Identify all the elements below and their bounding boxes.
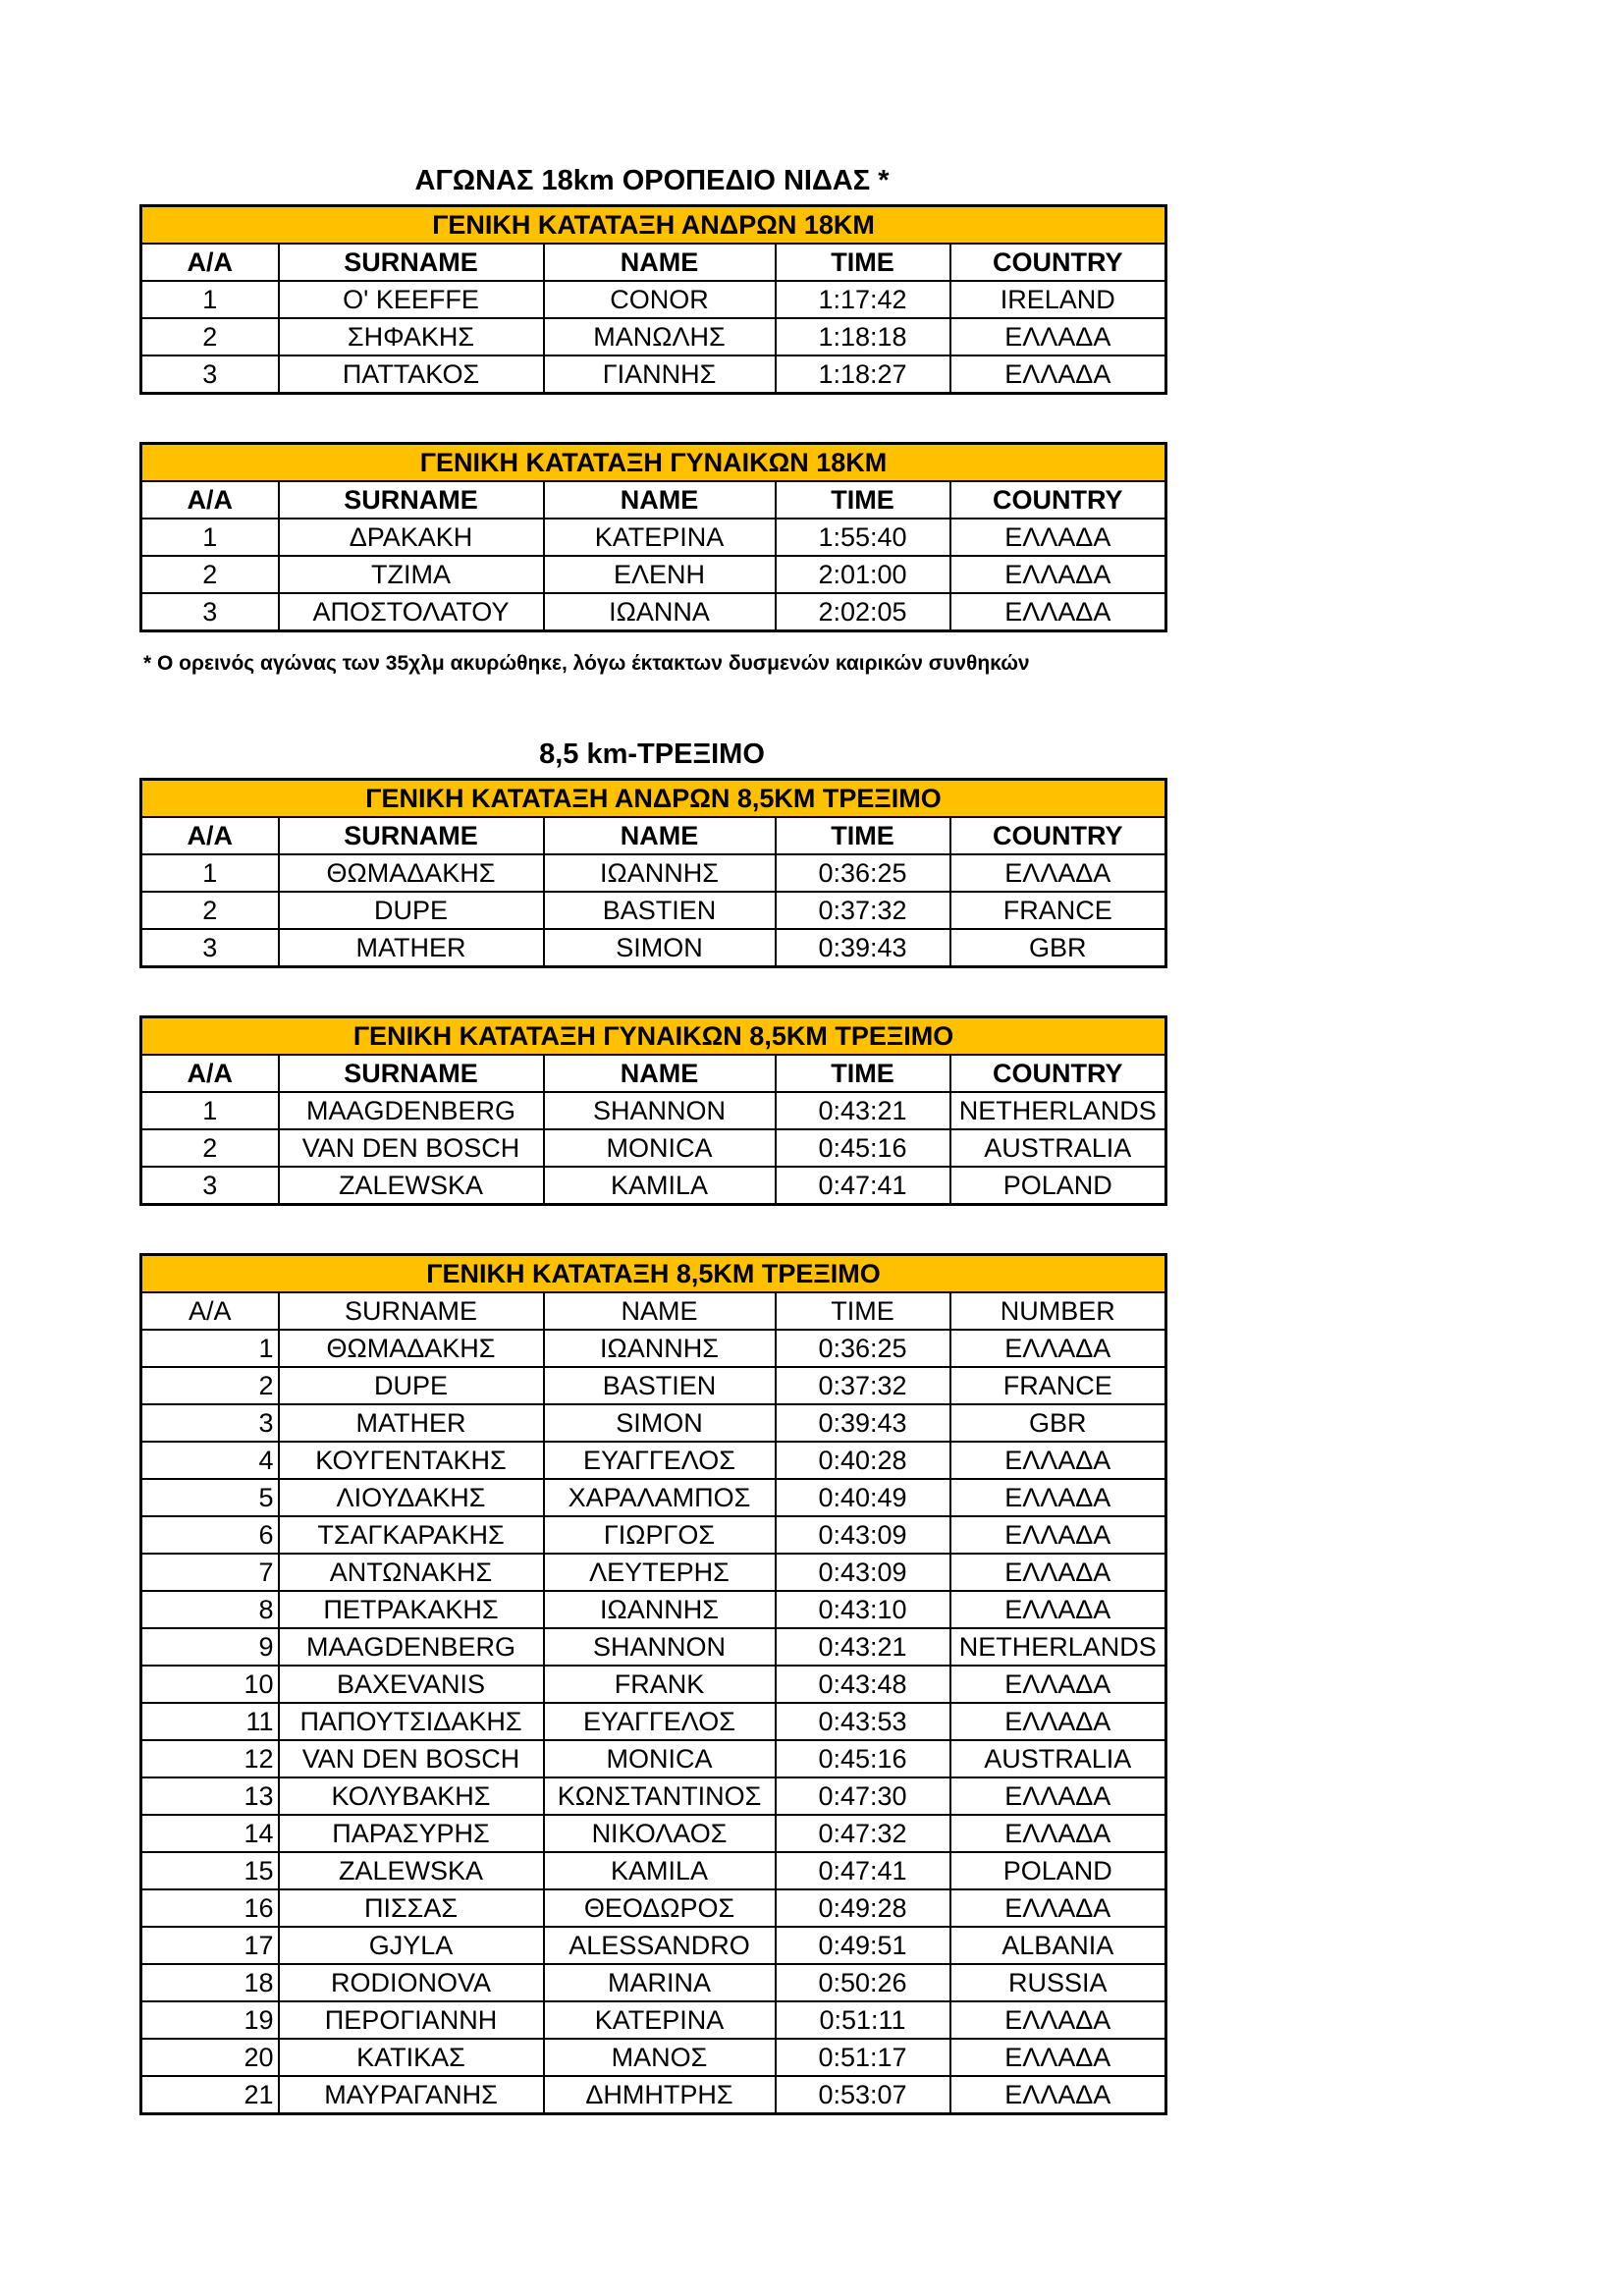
- surname-cell: ΜΑΥΡΑΓΑΝΗΣ: [279, 2076, 544, 2114]
- time-cell: 0:36:25: [776, 1330, 950, 1367]
- table-row: [141, 1889, 1166, 1927]
- time-cell: 2:02:05: [776, 593, 950, 631]
- rank-cell: 3: [141, 1167, 279, 1205]
- table-row: [141, 355, 1166, 394]
- column-header: TIME: [776, 1055, 950, 1092]
- surname-cell: MATHER: [279, 1404, 544, 1442]
- surname-cell: ΔΡΑΚΑΚΗ: [279, 519, 544, 556]
- column-header: NAME: [544, 244, 776, 281]
- country-cell: ΕΛΛΑΔΑ: [950, 2039, 1166, 2076]
- name-cell: ΙΩΑΝΝΗΣ: [544, 1591, 776, 1628]
- name-cell: ΜΑΝΟΣ: [544, 2039, 776, 2076]
- rank-cell: 15: [141, 1852, 279, 1889]
- rank-cell: 19: [141, 2001, 279, 2039]
- table-row: [141, 2039, 1166, 2076]
- name-cell: MARINA: [544, 1964, 776, 2001]
- table-title-row: [141, 206, 1166, 245]
- rank-cell: 3: [141, 593, 279, 631]
- rank-cell: 5: [141, 1479, 279, 1516]
- rank-cell: 11: [141, 1703, 279, 1740]
- name-cell: MONICA: [544, 1129, 776, 1167]
- table-row: [141, 929, 1166, 967]
- name-cell: SIMON: [544, 929, 776, 967]
- time-cell: 0:39:43: [776, 1404, 950, 1442]
- surname-cell: MAAGDENBERG: [279, 1628, 544, 1666]
- table-header-row: [141, 481, 1166, 519]
- rank-cell: 4: [141, 1442, 279, 1479]
- country-cell: ΕΛΛΑΔΑ: [950, 1479, 1166, 1516]
- time-cell: 0:37:32: [776, 892, 950, 929]
- country-cell: ΕΛΛΑΔΑ: [950, 355, 1166, 394]
- table-title: ΓΕΝΙΚΗ ΚΑΤΑΤΑΞΗ 8,5ΚΜ ΤΡΕΞΙΜΟ: [141, 1255, 1166, 1293]
- time-cell: 1:18:18: [776, 318, 950, 355]
- rank-cell: 16: [141, 1889, 279, 1927]
- column-header: NAME: [544, 481, 776, 519]
- country-cell: ΕΛΛΑΔΑ: [950, 1516, 1166, 1554]
- table-row: [141, 519, 1166, 556]
- surname-cell: VAN DEN BOSCH: [279, 1129, 544, 1167]
- time-cell: 0:43:21: [776, 1092, 950, 1129]
- surname-cell: ΛΙΟΥΔΑΚΗΣ: [279, 1479, 544, 1516]
- rank-cell: 14: [141, 1815, 279, 1852]
- table-men-18km: [139, 204, 1167, 395]
- column-header: SURNAME: [279, 244, 544, 281]
- surname-cell: ΑΝΤΩΝΑΚΗΣ: [279, 1554, 544, 1591]
- rank-cell: 2: [141, 1129, 279, 1167]
- name-cell: CONOR: [544, 281, 776, 318]
- cancellation-note: * Ο ορεινός αγώνας των 35χλμ ακυρώθηκε, λόγω έκτακτων δυσμενών καιρικών συνθηκών: [143, 652, 1030, 675]
- surname-cell: ΠΕΡΟΓΙΑΝΝΗ: [279, 2001, 544, 2039]
- name-cell: ΧΑΡΑΛΑΜΠΟΣ: [544, 1479, 776, 1516]
- table-row: [141, 1367, 1166, 1404]
- heading-18km: ΑΓΩΝΑΣ 18km ΟΡΟΠΕΔΙΟ ΝΙΔΑΣ *: [414, 165, 890, 196]
- name-cell: ΛΕΥΤΕΡΗΣ: [544, 1554, 776, 1591]
- country-cell: ΕΛΛΑΔΑ: [950, 1330, 1166, 1367]
- rank-cell: 1: [141, 1330, 279, 1367]
- country-cell: ΕΛΛΑΔΑ: [950, 2076, 1166, 2114]
- surname-cell: BAXEVANIS: [279, 1666, 544, 1703]
- surname-cell: ΠΑΡΑΣΥΡΗΣ: [279, 1815, 544, 1852]
- column-header: TIME: [776, 244, 950, 281]
- country-cell: ΕΛΛΑΔΑ: [950, 318, 1166, 355]
- rank-cell: 8: [141, 1591, 279, 1628]
- surname-cell: ΚΟΛΥΒΑΚΗΣ: [279, 1777, 544, 1815]
- name-cell: SIMON: [544, 1404, 776, 1442]
- column-header: TIME: [776, 1292, 950, 1330]
- country-cell: ΕΛΛΑΔΑ: [950, 1703, 1166, 1740]
- surname-cell: ΘΩΜΑΔΑΚΗΣ: [279, 854, 544, 892]
- rank-cell: 1: [141, 854, 279, 892]
- surname-cell: ZALEWSKA: [279, 1167, 544, 1205]
- country-cell: ΕΛΛΑΔΑ: [950, 519, 1166, 556]
- time-cell: 0:43:10: [776, 1591, 950, 1628]
- rank-cell: 2: [141, 556, 279, 593]
- country-cell: NETHERLANDS: [950, 1092, 1166, 1129]
- country-cell: POLAND: [950, 1167, 1166, 1205]
- table-row: [141, 1516, 1166, 1554]
- table-title-row: [141, 1255, 1166, 1293]
- name-cell: ΕΥΑΓΓΕΛΟΣ: [544, 1703, 776, 1740]
- name-cell: ΔΗΜΗΤΡΗΣ: [544, 2076, 776, 2114]
- table-row: [141, 1777, 1166, 1815]
- column-header: TIME: [776, 481, 950, 519]
- country-cell: ΕΛΛΑΔΑ: [950, 1442, 1166, 1479]
- column-header: COUNTRY: [950, 481, 1166, 519]
- name-cell: ΚΑΤΕΡΙΝΑ: [544, 519, 776, 556]
- rank-cell: 2: [141, 318, 279, 355]
- name-cell: SHANNON: [544, 1092, 776, 1129]
- table-row: [141, 1927, 1166, 1964]
- column-header: NAME: [544, 817, 776, 854]
- table-row: [141, 1404, 1166, 1442]
- table-row: [141, 892, 1166, 929]
- column-header: NUMBER: [950, 1292, 1166, 1330]
- table-women-18km: [139, 442, 1167, 632]
- time-cell: 0:49:51: [776, 1927, 950, 1964]
- table-row: [141, 1479, 1166, 1516]
- table-row: [141, 1129, 1166, 1167]
- time-cell: 0:51:11: [776, 2001, 950, 2039]
- table-header-row: [141, 244, 1166, 281]
- table-title: ΓΕΝΙΚΗ ΚΑΤΑΤΑΞΗ ΑΝΔΡΩΝ 18ΚΜ: [141, 206, 1166, 245]
- name-cell: ΝΙΚΟΛΑΟΣ: [544, 1815, 776, 1852]
- table-header-row: [141, 1055, 1166, 1092]
- rank-cell: 2: [141, 1367, 279, 1404]
- name-cell: ΙΩΑΝΝΗΣ: [544, 1330, 776, 1367]
- time-cell: 1:17:42: [776, 281, 950, 318]
- column-header: SURNAME: [279, 1292, 544, 1330]
- surname-cell: ΑΠΟΣΤΟΛΑΤΟΥ: [279, 593, 544, 631]
- time-cell: 0:51:17: [776, 2039, 950, 2076]
- country-cell: AUSTRALIA: [950, 1129, 1166, 1167]
- table-title: ΓΕΝΙΚΗ ΚΑΤΑΤΑΞΗ ΓΥΝΑΙΚΩΝ 18ΚΜ: [141, 444, 1166, 482]
- table-header-row: [141, 1292, 1166, 1330]
- rank-cell: 3: [141, 929, 279, 967]
- rank-cell: 3: [141, 1404, 279, 1442]
- rank-cell: 18: [141, 1964, 279, 2001]
- table-row: [141, 2076, 1166, 2114]
- country-cell: GBR: [950, 929, 1166, 967]
- table-title: ΓΕΝΙΚΗ ΚΑΤΑΤΑΞΗ ΓΥΝΑΙΚΩΝ 8,5ΚΜ ΤΡΕΞΙΜΟ: [141, 1017, 1166, 1056]
- column-header: COUNTRY: [950, 817, 1166, 854]
- time-cell: 2:01:00: [776, 556, 950, 593]
- rank-cell: 3: [141, 355, 279, 394]
- surname-cell: ΤΣΑΓΚΑΡΑΚΗΣ: [279, 1516, 544, 1554]
- country-cell: ΕΛΛΑΔΑ: [950, 593, 1166, 631]
- name-cell: BASTIEN: [544, 1367, 776, 1404]
- country-cell: ΕΛΛΑΔΑ: [950, 556, 1166, 593]
- time-cell: 0:45:16: [776, 1129, 950, 1167]
- country-cell: RUSSIA: [950, 1964, 1166, 2001]
- country-cell: POLAND: [950, 1852, 1166, 1889]
- name-cell: KAMILA: [544, 1167, 776, 1205]
- name-cell: ΚΑΤΕΡΙΝΑ: [544, 2001, 776, 2039]
- rank-cell: 17: [141, 1927, 279, 1964]
- time-cell: 0:36:25: [776, 854, 950, 892]
- name-cell: ΜΑΝΩΛΗΣ: [544, 318, 776, 355]
- surname-cell: ΣΗΦΑΚΗΣ: [279, 318, 544, 355]
- column-header: Α/Α: [141, 244, 279, 281]
- table-title: ΓΕΝΙΚΗ ΚΑΤΑΤΑΞΗ ΑΝΔΡΩΝ 8,5ΚΜ ΤΡΕΞΙΜΟ: [141, 780, 1166, 818]
- country-cell: GBR: [950, 1404, 1166, 1442]
- table-row: [141, 2001, 1166, 2039]
- country-cell: ΕΛΛΑΔΑ: [950, 1554, 1166, 1591]
- time-cell: 0:47:41: [776, 1852, 950, 1889]
- table-title-row: [141, 780, 1166, 818]
- country-cell: ΕΛΛΑΔΑ: [950, 854, 1166, 892]
- time-cell: 1:55:40: [776, 519, 950, 556]
- table-row: [141, 1666, 1166, 1703]
- time-cell: 0:50:26: [776, 1964, 950, 2001]
- table-row: [141, 1740, 1166, 1777]
- country-cell: ALBANIA: [950, 1927, 1166, 1964]
- name-cell: ALESSANDRO: [544, 1927, 776, 1964]
- table-row: [141, 318, 1166, 355]
- time-cell: 1:18:27: [776, 355, 950, 394]
- country-cell: IRELAND: [950, 281, 1166, 318]
- surname-cell: GJYLA: [279, 1927, 544, 1964]
- rank-cell: 2: [141, 892, 279, 929]
- column-header: Α/Α: [141, 1292, 279, 1330]
- name-cell: ΙΩΑΝΝΗΣ: [544, 854, 776, 892]
- rank-cell: 7: [141, 1554, 279, 1591]
- country-cell: ΕΛΛΑΔΑ: [950, 1815, 1166, 1852]
- column-header: Α/Α: [141, 1055, 279, 1092]
- table-row: [141, 593, 1166, 631]
- table-row: [141, 854, 1166, 892]
- time-cell: 0:53:07: [776, 2076, 950, 2114]
- country-cell: ΕΛΛΑΔΑ: [950, 1666, 1166, 1703]
- time-cell: 0:40:49: [776, 1479, 950, 1516]
- name-cell: SHANNON: [544, 1628, 776, 1666]
- table-header-row: [141, 817, 1166, 854]
- table-row: [141, 1815, 1166, 1852]
- country-cell: ΕΛΛΑΔΑ: [950, 1777, 1166, 1815]
- column-header: SURNAME: [279, 817, 544, 854]
- column-header: COUNTRY: [950, 244, 1166, 281]
- table-row: [141, 1591, 1166, 1628]
- surname-cell: DUPE: [279, 892, 544, 929]
- column-header: Α/Α: [141, 817, 279, 854]
- name-cell: ΕΛΕΝΗ: [544, 556, 776, 593]
- surname-cell: MAAGDENBERG: [279, 1092, 544, 1129]
- country-cell: AUSTRALIA: [950, 1740, 1166, 1777]
- table-row: [141, 1330, 1166, 1367]
- surname-cell: MATHER: [279, 929, 544, 967]
- table-row: [141, 1442, 1166, 1479]
- surname-cell: ΚΑΤΙΚΑΣ: [279, 2039, 544, 2076]
- rank-cell: 21: [141, 2076, 279, 2114]
- rank-cell: 9: [141, 1628, 279, 1666]
- time-cell: 0:47:41: [776, 1167, 950, 1205]
- name-cell: MONICA: [544, 1740, 776, 1777]
- table-row: [141, 1167, 1166, 1205]
- time-cell: 0:43:21: [776, 1628, 950, 1666]
- column-header: Α/Α: [141, 481, 279, 519]
- table-title-row: [141, 444, 1166, 482]
- column-header: COUNTRY: [950, 1055, 1166, 1092]
- time-cell: 0:37:32: [776, 1367, 950, 1404]
- surname-cell: ZALEWSKA: [279, 1852, 544, 1889]
- name-cell: ΕΥΑΓΓΕΛΟΣ: [544, 1442, 776, 1479]
- heading-8-5km: 8,5 km-ΤΡΕΞΙΜΟ: [539, 738, 765, 770]
- name-cell: ΘΕΟΔΩΡΟΣ: [544, 1889, 776, 1927]
- table-row: [141, 1964, 1166, 2001]
- name-cell: ΙΩΑΝΝΑ: [544, 593, 776, 631]
- name-cell: ΓΙΩΡΓΟΣ: [544, 1516, 776, 1554]
- country-cell: ΕΛΛΑΔΑ: [950, 1889, 1166, 1927]
- surname-cell: ΤΖΙΜΑ: [279, 556, 544, 593]
- country-cell: ΕΛΛΑΔΑ: [950, 1591, 1166, 1628]
- time-cell: 0:40:28: [776, 1442, 950, 1479]
- rank-cell: 12: [141, 1740, 279, 1777]
- rank-cell: 6: [141, 1516, 279, 1554]
- time-cell: 0:45:16: [776, 1740, 950, 1777]
- column-header: SURNAME: [279, 1055, 544, 1092]
- country-cell: ΕΛΛΑΔΑ: [950, 2001, 1166, 2039]
- time-cell: 0:39:43: [776, 929, 950, 967]
- surname-cell: O' KEEFFE: [279, 281, 544, 318]
- table-women-8-5km: [139, 1015, 1167, 1206]
- name-cell: FRANK: [544, 1666, 776, 1703]
- table-row: [141, 1554, 1166, 1591]
- column-header: NAME: [544, 1292, 776, 1330]
- surname-cell: ΠΑΠΟΥΤΣΙΔΑΚΗΣ: [279, 1703, 544, 1740]
- table-title-row: [141, 1017, 1166, 1056]
- surname-cell: ΠΑΤΤΑΚΟΣ: [279, 355, 544, 394]
- name-cell: ΓΙΑΝΝΗΣ: [544, 355, 776, 394]
- surname-cell: ΚΟΥΓΕΝΤΑΚΗΣ: [279, 1442, 544, 1479]
- time-cell: 0:43:48: [776, 1666, 950, 1703]
- rank-cell: 10: [141, 1666, 279, 1703]
- surname-cell: VAN DEN BOSCH: [279, 1740, 544, 1777]
- name-cell: BASTIEN: [544, 892, 776, 929]
- rank-cell: 13: [141, 1777, 279, 1815]
- table-row: [141, 281, 1166, 318]
- surname-cell: ΠΙΣΣΑΣ: [279, 1889, 544, 1927]
- country-cell: FRANCE: [950, 1367, 1166, 1404]
- column-header: NAME: [544, 1055, 776, 1092]
- table-row: [141, 556, 1166, 593]
- column-header: SURNAME: [279, 481, 544, 519]
- surname-cell: ΘΩΜΑΔΑΚΗΣ: [279, 1330, 544, 1367]
- time-cell: 0:43:53: [776, 1703, 950, 1740]
- column-header: TIME: [776, 817, 950, 854]
- rank-cell: 1: [141, 1092, 279, 1129]
- time-cell: 0:43:09: [776, 1554, 950, 1591]
- time-cell: 0:49:28: [776, 1889, 950, 1927]
- rank-cell: 1: [141, 281, 279, 318]
- name-cell: ΚΩΝΣΤΑΝΤΙΝΟΣ: [544, 1777, 776, 1815]
- time-cell: 0:47:32: [776, 1815, 950, 1852]
- table-row: [141, 1628, 1166, 1666]
- rank-cell: 20: [141, 2039, 279, 2076]
- table-row: [141, 1703, 1166, 1740]
- time-cell: 0:43:09: [776, 1516, 950, 1554]
- surname-cell: DUPE: [279, 1367, 544, 1404]
- surname-cell: RODIONOVA: [279, 1964, 544, 2001]
- country-cell: FRANCE: [950, 892, 1166, 929]
- rank-cell: 1: [141, 519, 279, 556]
- table-men-8-5km: [139, 778, 1167, 968]
- time-cell: 0:47:30: [776, 1777, 950, 1815]
- surname-cell: ΠΕΤΡΑΚΑΚΗΣ: [279, 1591, 544, 1628]
- name-cell: KAMILA: [544, 1852, 776, 1889]
- table-row: [141, 1852, 1166, 1889]
- country-cell: NETHERLANDS: [950, 1628, 1166, 1666]
- table-row: [141, 1092, 1166, 1129]
- table-overall-8-5km: [139, 1253, 1167, 2115]
